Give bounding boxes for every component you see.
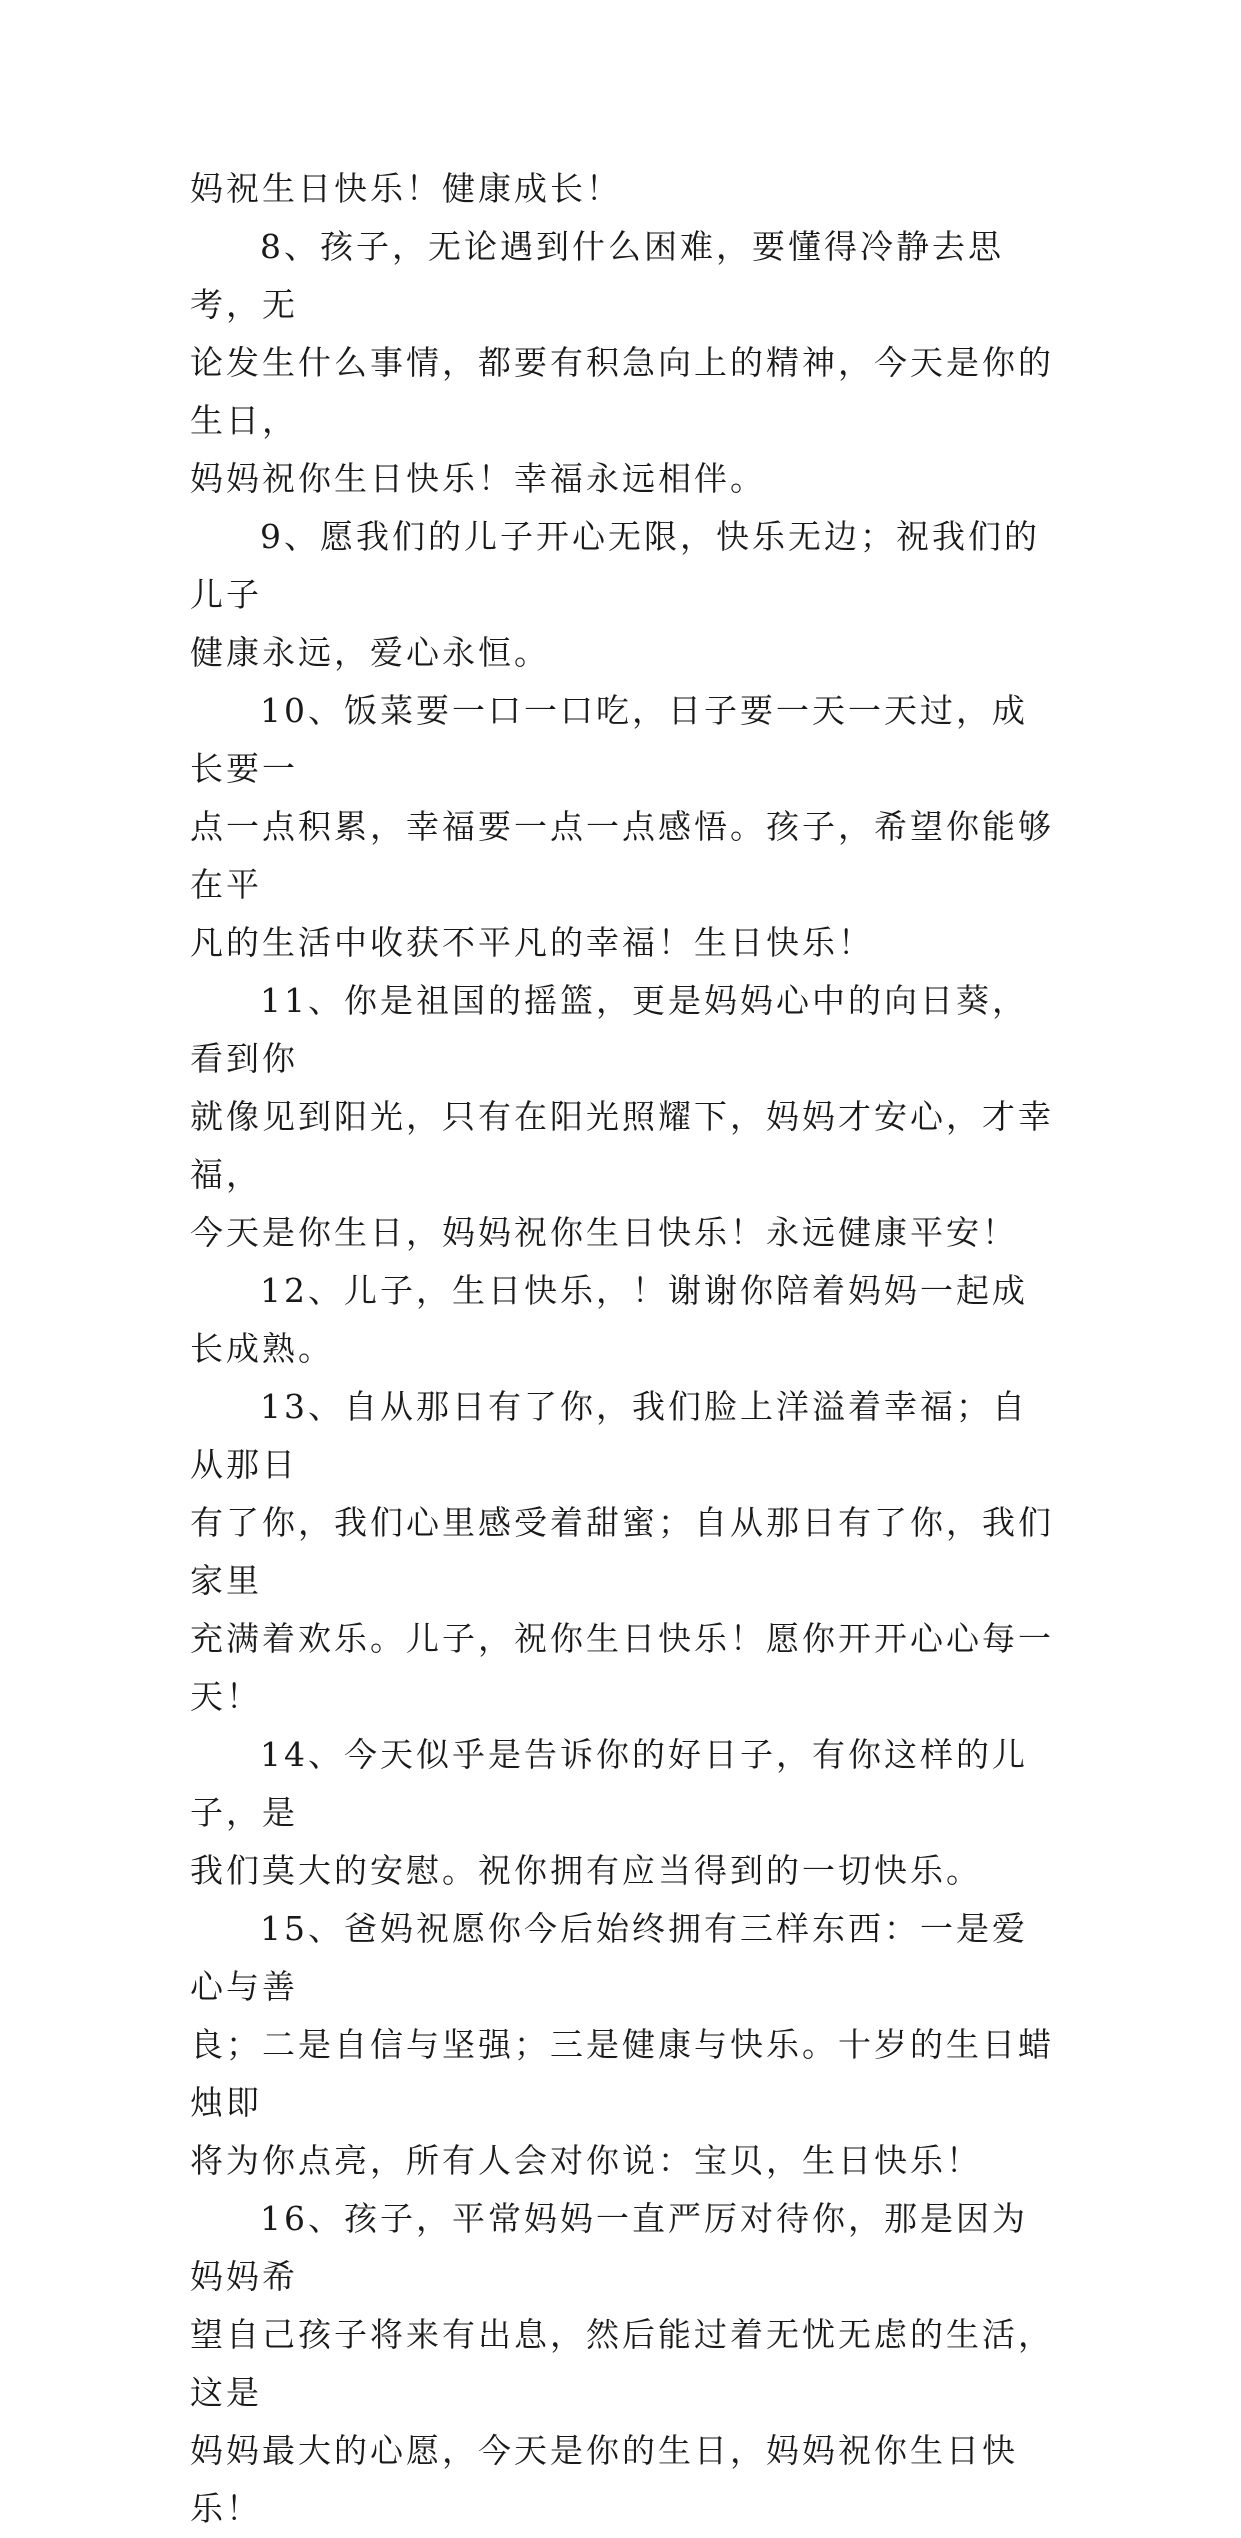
paragraph-8: 8、孩子，无论遇到什么困难，要懂得冷静去思考，无 论发生什么事情，都要有积急向上的精神，今天是你的生日， 妈妈祝你生日快乐！幸福永远相伴。 (190, 227, 1054, 498)
paragraph-11: 11、你是祖国的摇篮，更是妈妈心中的向日葵，看到你 就像见到阳光，只有在阳光照耀下，妈妈才安心，才幸福， 今天是你生日，妈妈祝你生日快乐！永远健康平安！ (190, 981, 1054, 1252)
paragraph-15: 15、爸妈祝愿你今后始终拥有三样东西：一是爱心与善 良；二是自信与坚强；三是健康与快乐。十岁的生日蜡烛即 将为你点亮，所有人会对你说：宝贝，生日快乐！ (190, 1909, 1054, 2180)
paragraph-10: 10、饭菜要一口一口吃，日子要一天一天过，成长要一 点一点积累，幸福要一点一点感悟。孩子，希望你能够在平 凡的生活中收获不平凡的幸福！生日快乐！ (190, 691, 1054, 962)
document-body (190, 160, 1060, 2538)
paragraph-continuation: 妈祝生日快乐！健康成长！ (190, 169, 622, 208)
paragraph-16: 16、孩子，平常妈妈一直严厉对待你，那是因为妈妈希 望自己孩子将来有出息，然后能过着无忧无虑的生活，这是 妈妈最大的心愿，今天是你的生日，妈妈祝你生日快乐！ (190, 2199, 1054, 2528)
paragraph-9: 9、愿我们的儿子开心无限，快乐无边；祝我们的儿子 健康永远，爱心永恒。 (190, 517, 1040, 672)
paragraph-13: 13、自从那日有了你，我们脸上洋溢着幸福；自从那日 有了你，我们心里感受着甜蜜；自从那日有了你，我们家里 充满着欢乐。儿子，祝你生日快乐！愿你开开心心每一天！ (190, 1387, 1054, 1716)
paragraph-12: 12、儿子，生日快乐，！谢谢你陪着妈妈一起成长成熟。 (190, 1271, 1028, 1368)
paragraph-14: 14、今天似乎是告诉你的好日子，有你这样的儿子，是 我们莫大的安慰。祝你拥有应当得到的一切快乐。 (190, 1735, 1028, 1890)
